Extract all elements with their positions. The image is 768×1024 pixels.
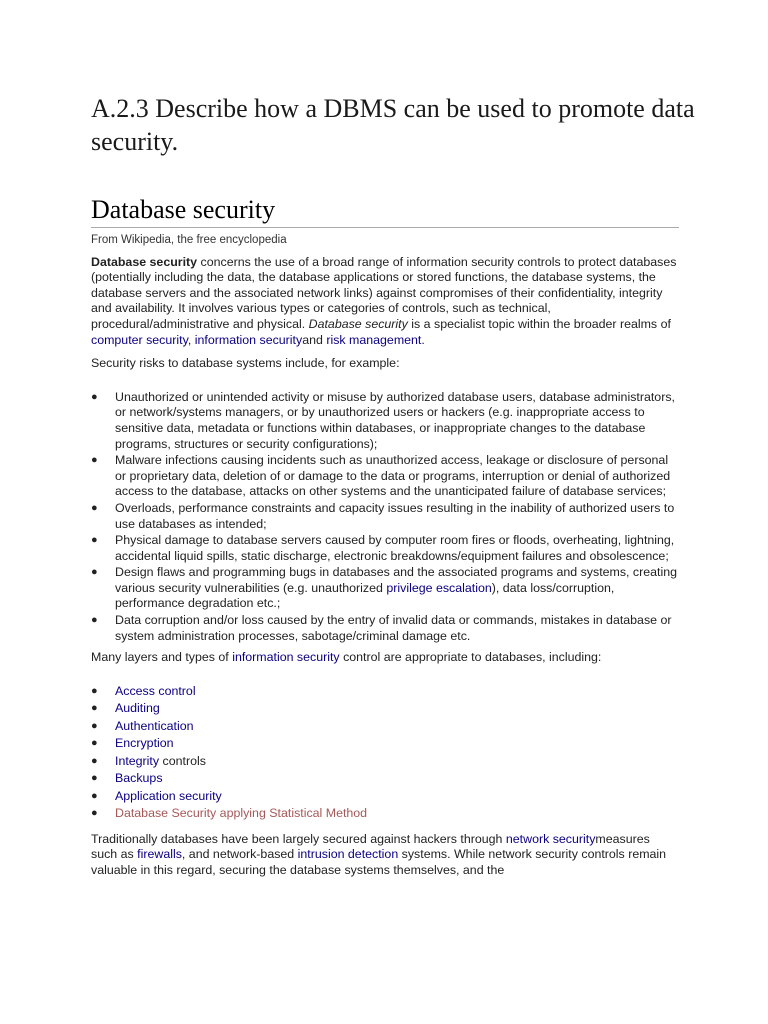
list-item	[91, 771, 679, 787]
privilege-escalation-link[interactable]: privilege escalation	[386, 580, 492, 595]
list-item	[91, 453, 679, 500]
list-item	[91, 501, 679, 532]
risk-management-link[interactable]: risk management	[326, 332, 422, 347]
network-security-link[interactable]: network security	[505, 831, 596, 846]
article-title: Database security	[91, 194, 679, 228]
intro-italic-term: Database security	[308, 316, 408, 331]
bullet-icon: ●	[91, 501, 98, 514]
list-item	[91, 684, 679, 700]
intro-text-3: and	[302, 332, 327, 347]
intro-paragraph	[91, 255, 679, 349]
closing-text-3: , and network-based	[181, 847, 298, 862]
bullet-icon: ●	[91, 719, 98, 732]
layers-intro-text-2: control are appropriate to databases, including:	[339, 650, 602, 665]
controls-list	[91, 684, 679, 822]
question-heading: A.2.3 Describe how a DBMS can be used to promote data security.	[91, 94, 695, 156]
layers-intro-text-1: Many layers and types of	[91, 650, 233, 665]
list-item	[91, 719, 679, 735]
closing-text-1: Traditionally databases have been largely secured against hackers through	[91, 831, 506, 846]
risk-text: ), data loss/corruption, performance degradation etc.;	[115, 580, 615, 611]
list-item	[91, 754, 679, 770]
bullet-icon: ●	[91, 614, 98, 627]
bullet-icon: ●	[91, 534, 98, 547]
article-subtitle: From Wikipedia, the free encyclopedia	[91, 234, 287, 246]
risk-text: Malware infections causing incidents such as unauthorized access, leakage or disclosure of personal or proprietary data, deletion of or damage to the data or programs, interruption or denial of authorized access to the database, attacks on other systems and the unanticipated failure of database services;	[115, 453, 671, 499]
list-item	[91, 806, 679, 822]
bullet-icon: ●	[91, 807, 98, 820]
list-item	[91, 789, 679, 805]
computer-security-link[interactable]: computer security	[91, 332, 188, 347]
bullet-icon: ●	[91, 754, 98, 767]
risks-intro: Security risks to database systems include, for example:	[91, 356, 400, 371]
closing-paragraph	[91, 832, 679, 879]
layers-intro	[91, 650, 679, 666]
intrusion-detection-link[interactable]: intrusion detection	[297, 847, 399, 862]
risk-text: Overloads, performance constraints and capacity issues resulting in the inability of authorized users to use databases as intended;	[115, 500, 675, 531]
bullet-icon: ●	[91, 772, 98, 785]
bullet-icon: ●	[91, 789, 98, 802]
integrity-suffix: controls	[159, 753, 206, 768]
bullet-icon: ●	[91, 454, 98, 467]
closing-text-2: measures such as	[91, 831, 650, 862]
intro-comma: ,	[187, 332, 195, 347]
risk-text: Unauthorized or unintended activity or misuse by authorized database users, database administrators, or network/systems managers, or by unauthorized users or hackers (e.g. inappropriate access to sensitive data, metadata or functions within databases, or inappropriate changes to the database programs, structures or security configurations);	[115, 389, 675, 451]
risk-text: Design flaws and programming bugs in databases and the associated programs and systems, creating various security vulnerabilities (e.g. unauthorized	[115, 565, 678, 595]
encryption-link[interactable]: Encryption	[115, 736, 174, 751]
intro-text-2: is a specialist topic within the broader realms of	[407, 316, 671, 331]
auditing-link[interactable]: Auditing	[115, 701, 160, 716]
bullet-icon: ●	[91, 737, 98, 750]
list-item	[91, 701, 679, 717]
bullet-icon: ●	[91, 566, 98, 579]
risks-list	[91, 390, 679, 645]
list-item	[91, 533, 679, 564]
intro-text-1: concerns the use of a broad range of information security controls to protect databases (potentially including the data, the database applications or stored functions, the database systems, the database servers and the associated network links) against compromises of their confidentiality, integrity and availability. It involves various types or categories of controls, such as technical, procedural/administrative and physical.	[91, 254, 677, 331]
bullet-icon: ●	[91, 702, 98, 715]
bullet-icon: ●	[91, 390, 98, 403]
bullet-icon: ●	[91, 684, 98, 697]
intro-period: .	[421, 332, 425, 347]
risk-text: Physical damage to database servers caused by computer room fires or floods, overheating, lightning, accidental liquid spills, static discharge, electronic breakdowns/equipment failures and obsolescence;	[115, 533, 675, 563]
integrity-link[interactable]: Integrity	[115, 753, 160, 768]
list-item	[91, 390, 679, 452]
firewalls-link[interactable]: firewalls	[137, 847, 182, 862]
statistical-method-link[interactable]: Database Security applying Statistical Method	[115, 806, 368, 821]
list-item	[91, 565, 679, 612]
information-security-link-2[interactable]: information security	[232, 650, 340, 665]
authentication-link[interactable]: Authentication	[115, 718, 194, 733]
information-security-link[interactable]: information security	[194, 332, 303, 347]
access-control-link[interactable]: Access control	[115, 683, 196, 698]
closing-text-4: systems. While network security controls remain valuable in this regard, securing the database systems themselves, and the	[91, 847, 667, 878]
wikipedia-article	[91, 194, 679, 887]
backups-link[interactable]: Backups	[115, 771, 163, 786]
list-item	[91, 613, 679, 644]
list-item	[91, 736, 679, 752]
intro-bold-term: Database security	[91, 254, 198, 269]
application-security-link[interactable]: Application security	[115, 788, 222, 803]
risk-text: Data corruption and/or loss caused by the entry of invalid data or commands, mistakes in database or system administration processes, sabotage/criminal damage etc.	[115, 613, 672, 643]
